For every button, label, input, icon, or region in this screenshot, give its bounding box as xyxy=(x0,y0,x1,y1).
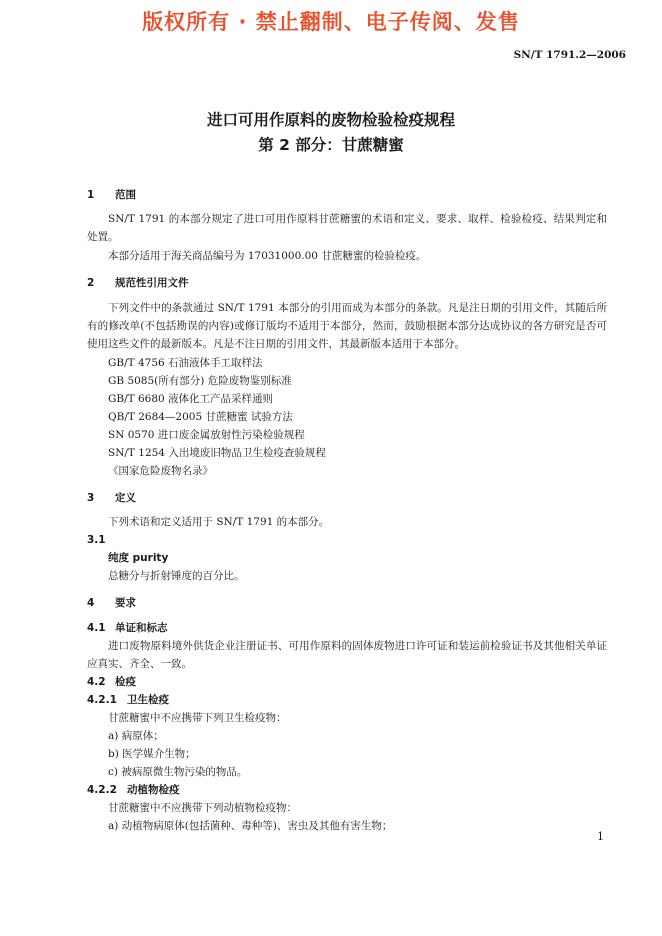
subsection-4-2-heading xyxy=(87,673,136,691)
section-number: 4.1 xyxy=(87,622,106,634)
reference-item: GB 5085(所有部分) 危险废物鉴别标准 xyxy=(108,375,292,387)
section-2-heading xyxy=(87,274,189,292)
subsection-4-2-1-paragraph: 甘蔗糖蜜中不应携带下列卫生检疫物： xyxy=(108,712,287,724)
section-number: 2 xyxy=(87,277,95,289)
subsection-4-1-paragraph: 进口废物原料境外供货企业注册证书、可用作原料的固体废物进口许可证和装运前检验证书及其他相关单证应真实、齐全、一致。 xyxy=(87,640,607,670)
document-title: 进口可用作原料的废物检验检疫规程 xyxy=(206,111,455,129)
section-title: 卫生检疫 xyxy=(127,694,169,706)
list-item: a) 病原体； xyxy=(108,730,164,742)
section-title: 范围 xyxy=(115,189,136,201)
reference-item: QB/T 2684—2005 甘蔗糖蜜 试验方法 xyxy=(108,411,293,423)
section-title: 要求 xyxy=(115,597,136,609)
term-heading: 纯度 purity xyxy=(108,552,169,564)
reference-item: SN/T 1254 入出境废旧物品卫生检疫查验规程 xyxy=(108,447,326,459)
subsection-4-1-heading xyxy=(87,619,168,637)
reference-item: 《国家危险废物名录》 xyxy=(108,465,213,477)
section-1-paragraph-2: 本部分适用于海关商品编号为 17031000.00 甘蔗糖蜜的检验检疫。 xyxy=(108,250,427,262)
subsection-3-1-number: 3.1 xyxy=(87,534,106,546)
list-item: c) 被病原微生物污染的物品。 xyxy=(108,766,248,778)
section-title: 动植物检疫 xyxy=(127,784,180,796)
section-1-paragraph-1: SN/T 1791 的本部分规定了进口可用作原料甘蔗糖蜜的术语和定义、要求、取样、检验检疫、结果判定和处置。 xyxy=(87,213,607,243)
section-number: 4.2.1 xyxy=(87,694,117,706)
subsection-4-2-2-paragraph: 甘蔗糖蜜中不应携带下列动植物检疫物： xyxy=(108,802,297,814)
section-number: 1 xyxy=(87,189,95,201)
section-title: 规范性引用文件 xyxy=(115,277,189,289)
section-number: 4 xyxy=(87,597,95,609)
section-3-paragraph: 下列术语和定义适用于 SN/T 1791 的本部分。 xyxy=(108,516,330,528)
section-3-heading xyxy=(87,489,136,507)
watermark-banner: 版权所有 · 禁止翻制、电子传阅、发售 xyxy=(142,10,520,34)
reference-item: GB/T 4756 石油液体手工取样法 xyxy=(108,357,263,369)
section-title: 检疫 xyxy=(115,676,136,688)
section-1-heading xyxy=(87,186,136,204)
page-number: 1 xyxy=(597,830,604,843)
section-title: 定义 xyxy=(115,492,136,504)
term-definition: 总糖分与折射锤度的百分比。 xyxy=(108,570,245,582)
section-number: 4.2 xyxy=(87,676,106,688)
section-number: 3 xyxy=(87,492,95,504)
list-item: b) 医学媒介生物； xyxy=(108,748,196,760)
document-subtitle: 第 2 部分：甘蔗糖蜜 xyxy=(258,136,404,154)
reference-item: GB/T 6680 液体化工产品采样通则 xyxy=(108,393,274,405)
section-2-paragraph: 下列文件中的条款通过 SN/T 1791 本部分的引用而成为本部分的条款。凡是注日期的引用文件，其随后所有的修改单(不包括勘误的内容)或修订版均不适用于本部分，然而，鼓励根据本部分达成协议的各方研究是否可使用这些文件的最新版本。凡是不注日期的引用文件，其最新版本适用于本部分。 xyxy=(87,302,607,350)
list-item: a) 动植物病原体(包括菌种、毒种等)、害虫及其他有害生物； xyxy=(108,820,393,832)
standard-number: SN/T 1791.2—2006 xyxy=(513,49,626,61)
reference-item: SN 0570 进口废金属放射性污染检验规程 xyxy=(108,429,305,441)
section-number: 4.2.2 xyxy=(87,784,117,796)
section-4-heading xyxy=(87,594,136,612)
section-title: 单证和标志 xyxy=(115,622,168,634)
subsection-4-2-2-heading xyxy=(87,781,180,799)
subsection-4-2-1-heading xyxy=(87,691,169,709)
